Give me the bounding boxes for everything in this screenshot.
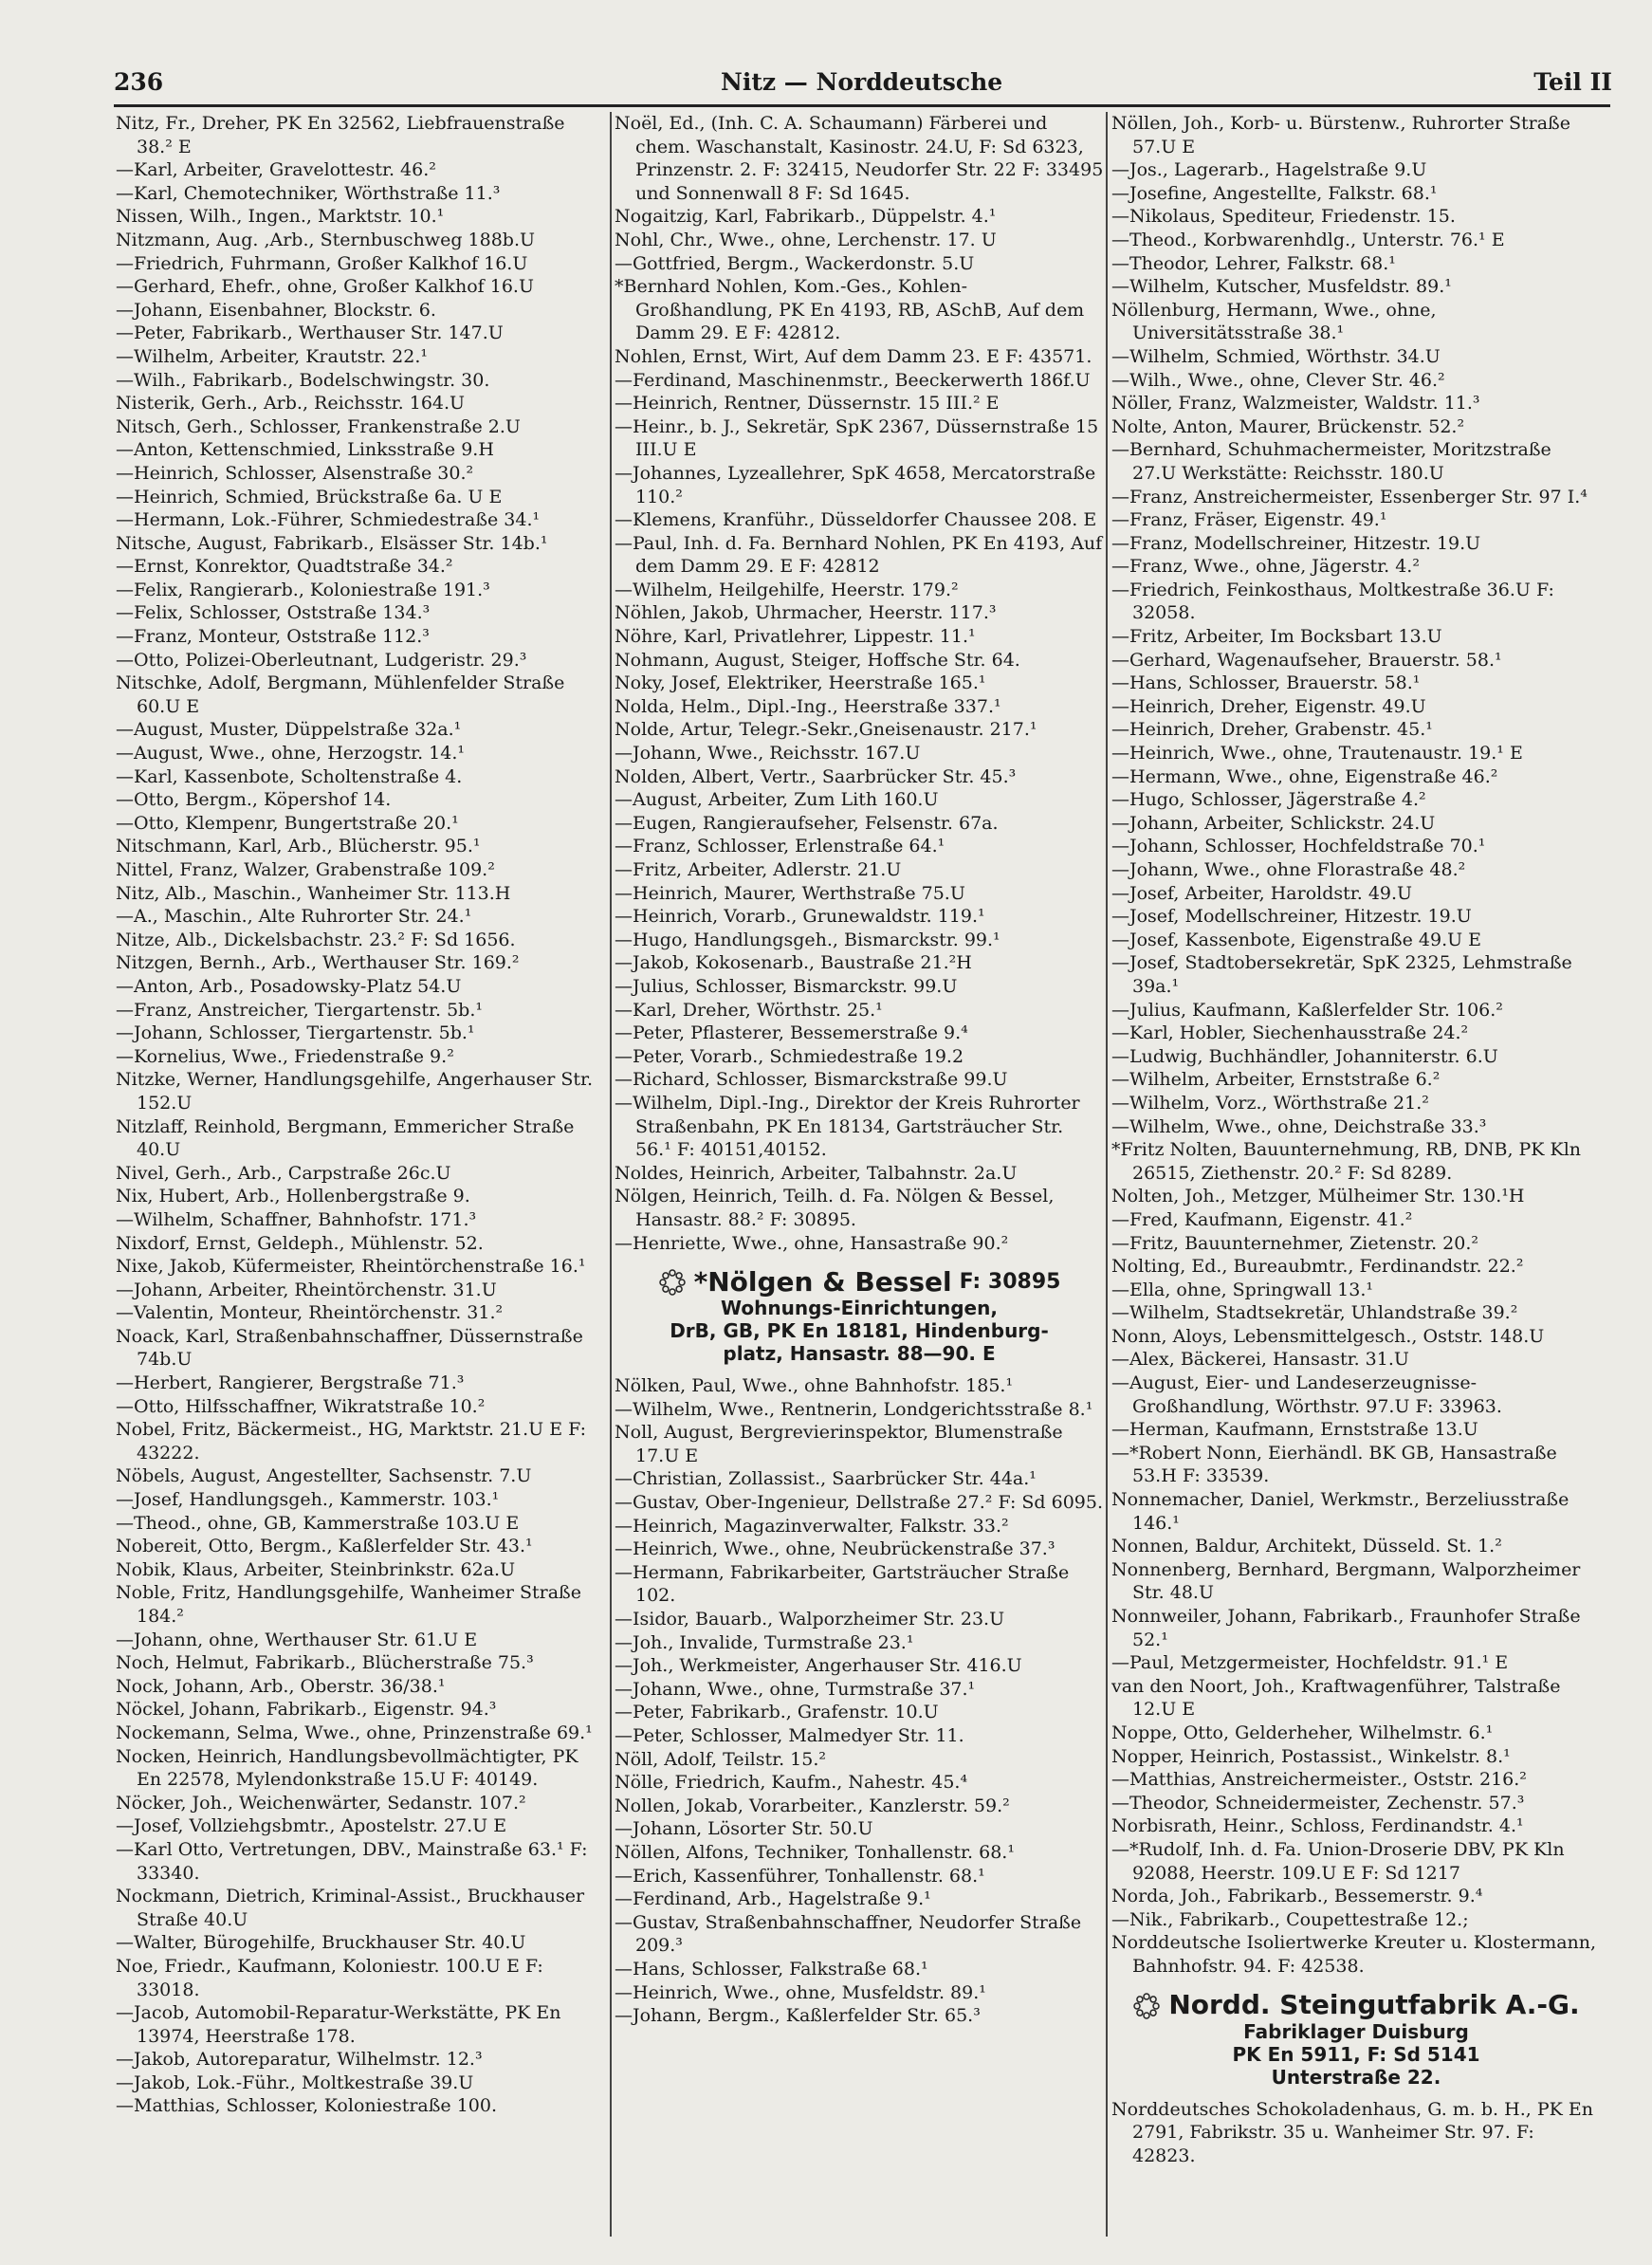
directory-entry: —Jos., Lagerarb., Hagelstraße 9.U: [1111, 159, 1427, 181]
directory-entry: Nöll, Adolf, Teilstr. 15.²: [615, 1748, 827, 1770]
directory-entry: Nöckel, Johann, Fabrikarb., Eigenstr. 94.³: [116, 1699, 497, 1721]
directory-entry: —Karl, Kassenbote, Scholtenstraße 4.: [116, 765, 463, 787]
firm-emblem-icon: [658, 1268, 687, 1297]
directory-entry: Nix, Hubert, Arb., Hollenbergstraße 9.: [116, 1186, 470, 1207]
directory-entry: Nixdorf, Ernst, Geldерh., Mühlenstr. 52.: [116, 1232, 484, 1254]
directory-entry: Nöller, Franz, Walzmeister, Waldstr. 11.³: [1111, 393, 1480, 414]
directory-entry: —Friedrich, Fuhrmann, Großer Kalkhof 16.U: [116, 252, 528, 274]
directory-entry: Nölgen, Heinrich, Teilh. d. Fa. Nölgen & Bessel, Hansastr. 88.² F: 30895.: [615, 1186, 1055, 1230]
directory-entry: —Friedrich, Feinkosthaus, Moltkestraße 36.U F: 32058.: [1111, 579, 1554, 624]
directory-entry: —Heinrich, Maurer, Werthstraße 75.U: [615, 882, 965, 904]
directory-entry: —Fritz, Arbeiter, Im Bocksbart 13.U: [1111, 626, 1442, 648]
directory-entry: Nöhre, Karl, Privatlehrer, Lippestr. 11.¹: [615, 626, 976, 648]
directory-entry: Nöbels, August, Angestellter, Sachsenstr. 7.U: [116, 1465, 532, 1487]
column-middle: [615, 112, 1104, 2028]
directory-entry: Nitze, Alb., Dickelsbachstr. 23.² F: Sd 1656.: [116, 929, 516, 950]
directory-entry: —Klemens, Kranführ., Düsseldorfer Chaussee 208. E: [615, 509, 1097, 531]
directory-entry: —Gustav, Straßenbahnschaffner, Neudorfer Straße 209.³: [615, 1911, 1082, 1957]
directory-entry: —Johann, Arbeiter, Schlickstr. 24.U: [1111, 812, 1436, 834]
directory-entry: Noe, Friedr., Kaufmann, Koloniestr. 100.U E F: 33018.: [116, 1955, 543, 2000]
directory-entry: —Johann, Arbeiter, Rheintörchenstr. 31.U: [116, 1279, 497, 1300]
directory-entry: —Herman, Kaufmann, Ernststraße 13.U: [1111, 1419, 1478, 1441]
directory-entry: —Kornelius, Wwe., Friedenstraße 9.²: [116, 1045, 454, 1067]
directory-entry: Nitzke, Werner, Handlungsgehilfe, Angerhauser Str. 152.U: [116, 1069, 594, 1114]
directory-entry: —August, Arbeiter, Zum Lith 160.U: [615, 789, 939, 811]
directory-entry: Nitzmann, Aug. ,Arb., Sternbuschweg 188b.U: [116, 229, 536, 250]
directory-entry: —Peter, Fabrikarb., Grafenstr. 10.U: [615, 1702, 939, 1723]
directory-entry: —Franz, Anstreicher, Tiergartenstr. 5b.¹: [116, 999, 483, 1021]
directory-entry: —Wilh., Wwe., ohne, Clever Str. 46.²: [1111, 369, 1445, 391]
directory-entry: Nockemann, Selma, Wwe., ohne, Prinzenstraße 69.¹: [116, 1722, 593, 1743]
directory-entry: —Jakob, Autoreparatur, Wilhelmstr. 12.³: [116, 2049, 483, 2071]
directory-entry: Nogaitzig, Karl, Fabrikarb., Düppelstr. 4.¹: [615, 206, 997, 228]
directory-entry: —Alex, Bäckerei, Hansastr. 31.U: [1111, 1349, 1409, 1371]
directory-entry: —Erich, Kassenführer, Tonhallenstr. 68.¹: [615, 1865, 985, 1887]
directory-entry: —Jacob, Automobil-Reparatur-Werkstätte, PK En 13974, Heerstraße 178.: [116, 2002, 561, 2047]
column-right: [1111, 112, 1601, 2167]
directory-entry: —Felix, Schlosser, Oststraße 134.³: [116, 602, 431, 624]
directory-entry: —Franz, Modellschreiner, Hitzestr. 19.U: [1111, 532, 1481, 554]
directory-entry: —Fritz, Bauunternehmer, Zietenstr. 20.²: [1111, 1232, 1479, 1254]
ad-line: DrB, GB, PK En 18181, Hindenburg-: [670, 1319, 1049, 1343]
directory-entry: *Bernhard Nohlen, Kom.-Ges., Kohlen-Großhandlung, PK En 4193, RB, ASchB, Auf dem Damm 29. E F: 42812.: [615, 276, 1085, 344]
directory-entry: —Wilhelm, Arbeiter, Ernststraße 6.²: [1111, 1069, 1441, 1091]
directory-entry: —Johann, ohne, Werthauser Str. 61.U E: [116, 1629, 478, 1650]
directory-entry: —Peter, Pflasterer, Bessemerstraße 9.⁴: [615, 1022, 968, 1044]
ad-firm-name: Nordd. Steingutfabrik A.-G.: [1168, 1989, 1580, 2021]
header-rule: [114, 104, 1610, 107]
directory-entry: —Henriette, Wwe., ohne, Hansastraße 90.²: [615, 1232, 1009, 1254]
directory-entry: Nockmann, Dietrich, Kriminal-Assist., Bruckhauser Straße 40.U: [116, 1886, 585, 1930]
directory-entry: Nohmann, August, Steiger, Hoffsche Str. 64.: [615, 649, 1020, 671]
directory-entry: Nitzgen, Bernh., Arb., Werthauser Str. 169.²: [116, 952, 520, 974]
directory-entry: —Richard, Schlosser, Bismarckstraße 99.U: [615, 1069, 1008, 1091]
directory-entry: —Heinrich, Magazinverwalter, Falkstr. 33.²: [615, 1515, 1009, 1537]
directory-entry: Nöcker, Joh., Weichenwärter, Sedanstr. 107.²: [116, 1792, 526, 1814]
directory-entry: —Eugen, Rangieraufseher, Felsenstr. 67a.: [615, 812, 999, 834]
directory-entry: Noldes, Heinrich, Arbeiter, Talbahnstr. 2a.U: [615, 1162, 1018, 1184]
directory-entry: Nolting, Ed., Bureaubmtr., Ferdinandstr. 22.²: [1111, 1256, 1524, 1278]
directory-entry: —Hugo, Handlungsgeh., Bismarckstr. 99.¹: [615, 929, 1000, 950]
directory-entry: —Theodor, Lehrer, Falkstr. 68.¹: [1111, 252, 1396, 274]
directory-entry: —Nikolaus, Spediteur, Friedenstr. 15.: [1111, 206, 1456, 228]
directory-entry: Nobereit, Otto, Bergm., Kaßlerfelder Str. 43.¹: [116, 1536, 533, 1557]
directory-entry: Nolden, Albert, Vertr., Saarbrücker Str. 45.³: [615, 765, 1017, 787]
directory-entry: —Josef, Modellschreiner, Hitzestr. 19.U: [1111, 906, 1472, 928]
directory-entry: Nolten, Joh., Metzger, Mülheimer Str. 130.¹H: [1111, 1186, 1525, 1207]
directory-entry: —Gerhard, Wagenaufseher, Brauerstr. 58.¹: [1111, 649, 1502, 671]
directory-entry: —Theod., ohne, GB, Kammerstraße 103.U E: [116, 1512, 520, 1534]
directory-entry: —Peter, Schlosser, Malmedyer Str. 11.: [615, 1725, 964, 1746]
ad-line: Wohnungs-Einrichtungen,: [721, 1297, 998, 1320]
directory-entry: —Franz, Monteur, Oststraße 112.³: [116, 626, 430, 648]
directory-entry: —Wilhelm, Kutscher, Musfeldstr. 89.¹: [1111, 276, 1452, 298]
directory-entry: —Johann, Schlosser, Hochfeldstraße 70.¹: [1111, 836, 1486, 857]
directory-entry: —Hans, Schlosser, Brauerstr. 58.¹: [1111, 672, 1421, 694]
directory-entry: Nollen, Jokab, Vorarbeiter., Kanzlerstr. 59.²: [615, 1795, 1010, 1816]
directory-entry: Noël, Ed., (Inh. C. A. Schaumann) Färberei und chem. Waschanstalt, Kasinostr. 24.U, F: Sd 6323, Prinzenstr. 2. F: 32415, Neudorfer Str. 22 F: 33495 und Sonnenwall 8 F: Sd 1645.: [615, 113, 1104, 204]
directory-entry: Nonnenberg, Bernhard, Bergmann, Walporzheimer Str. 48.U: [1111, 1558, 1581, 1604]
directory-entry: Nöhlen, Jakob, Uhrmacher, Heerstr. 117.³: [615, 602, 997, 624]
ad-firm-name: *Nölgen & Bessel: [693, 1265, 952, 1298]
directory-entry: —Johann, Eisenbahner, Blockstr. 6.: [116, 299, 436, 321]
directory-entry: —Franz, Anstreichermeister, Essenberger Str. 97 I.⁴: [1111, 486, 1588, 507]
directory-entry: —August, Eier- und Landeserzeugnisse-Großhandlung, Wörthstr. 97.U F: 33963.: [1111, 1372, 1502, 1417]
directory-entry: —Johannes, Lyzeallehrer, SpK 4658, Mercatorstraße 110.²: [615, 462, 1096, 507]
directory-entry: —Ferdinand, Arb., Hagelstraße 9.¹: [615, 1888, 931, 1910]
ad-line: Unterstraße 22.: [1271, 2065, 1441, 2089]
directory-entry: Nöllen, Joh., Korb- u. Bürstenw., Ruhrorter Straße 57.U E: [1111, 113, 1570, 157]
directory-entry: Nohl, Chr., Wwe., ohne, Lerchenstr. 17. U: [615, 229, 997, 250]
directory-entry: —Matthias, Schlosser, Koloniestraße 100.: [116, 2095, 498, 2117]
directory-entry: —Hans, Schlosser, Falkstraße 68.¹: [615, 1958, 928, 1980]
directory-entry: —Ferdinand, Maschinenmstr., Beeckerwerth 186f.U: [615, 369, 1091, 391]
directory-entry: Nölle, Friedrich, Kaufm., Nahestr. 45.⁴: [615, 1772, 968, 1794]
directory-entry: —Franz, Schlosser, Erlenstraße 64.¹: [615, 836, 945, 857]
directory-entry: —Heinrich, Rentner, Düssernstr. 15 III.² E: [615, 393, 1000, 414]
directory-entry: —Jakob, Kokosenarb., Baustraße 21.²H: [615, 952, 972, 974]
directory-entry: —Heinrich, Vorarb., Grunewaldstr. 119.¹: [615, 906, 985, 928]
directory-entry: —*Robert Nonn, Eierhändl. BK GB, Hansastraße 53.H F: 33539.: [1111, 1442, 1557, 1487]
directory-entry: —Hermann, Wwe., ohne, Eigenstraße 46.²: [1111, 765, 1498, 787]
directory-entry: —Johann, Wwe., Reichsstr. 167.U: [615, 743, 921, 764]
ad-firm-line: [1111, 1989, 1601, 2021]
directory-entry: Nopper, Heinrich, Postassist., Winkelstr. 8.¹: [1111, 1745, 1511, 1767]
directory-entry: —Wilhelm, Wwe., ohne, Deichstraße 33.³: [1111, 1115, 1487, 1137]
directory-entry: —Josef, Kassenbote, Eigenstraße 49.U E: [1111, 929, 1482, 950]
directory-entry: —Julius, Schlosser, Bismarckstr. 99.U: [615, 975, 958, 997]
advertisement-block: [1111, 1989, 1601, 2089]
directory-entry: —Nik., Fabrikarb., Coupettestraße 12.;: [1111, 1908, 1469, 1930]
directory-entry: —Wilh., Fabrikarb., Bodelschwingstr. 30.: [116, 369, 490, 391]
directory-entry: Noble, Fritz, Handlungsgehilfe, Wanheimer Straße 184.²: [116, 1582, 581, 1627]
directory-entry: —Theodor, Schneidermeister, Zechenstr. 57.³: [1111, 1792, 1525, 1814]
ad-line: platz, Hansastr. 88—90. E: [723, 1342, 996, 1366]
directory-entry: —Wilhelm, Stadtsekretär, Uhlandstraße 39.²: [1111, 1302, 1518, 1324]
directory-entry: —Hermann, Lok.-Führer, Schmiedestraße 34.¹: [116, 509, 541, 531]
directory-entry: —Franz, Fräser, Eigenstr. 49.¹: [1111, 509, 1387, 531]
directory-entry: —Joh., Invalide, Turmstraße 23.¹: [615, 1631, 914, 1653]
ad-line: Fabriklager Duisburg: [1243, 2019, 1469, 2043]
directory-entry: Noll, August, Bergrevierinspektor, Blumenstraße 17.U E: [615, 1422, 1063, 1466]
directory-entry: —Theod., Korbwarenhdlg., Unterstr. 76.¹ E: [1111, 229, 1505, 250]
directory-entry: —Johann, Wwe., ohne Florastraße 48.²: [1111, 859, 1466, 880]
directory-entry: —Johann, Bergm., Kaßlerfelder Str. 65.³: [615, 2005, 981, 2027]
firm-emblem-icon: [1132, 1992, 1161, 2020]
directory-entry: Nölken, Paul, Wwe., ohne Bahnhofstr. 185.¹: [615, 1375, 1014, 1397]
directory-entry: —Bernhard, Schuhmachermeister, Moritzstraße 27.U Werkstätte: Reichsstr. 180.U: [1111, 439, 1551, 484]
directory-entry: Nittel, Franz, Walzer, Grabenstraße 109.²: [116, 859, 495, 880]
ad-firm-line: [615, 1265, 1104, 1298]
directory-entry: Nonnemacher, Daniel, Werkmstr., Berzeliusstraße 146.¹: [1111, 1489, 1569, 1534]
directory-entry: —Wilhelm, Vorz., Wörthstraße 21.²: [1111, 1092, 1429, 1114]
directory-entry: —Isidor, Bauarb., Walporzheimer Str. 23.U: [615, 1609, 1005, 1630]
directory-entry: —Fred, Kaufmann, Eigenstr. 41.²: [1111, 1208, 1413, 1230]
directory-entry: —Heinrich, Schmied, Brückstraße 6a. U E: [116, 486, 503, 507]
directory-entry: —Heinrich, Dreher, Grabenstr. 45.¹: [1111, 719, 1433, 741]
directory-entry: —Hermann, Fabrikarbeiter, Gartsträucher Straße 102.: [615, 1561, 1070, 1607]
directory-entry: —Gerhard, Ehefr., ohne, Großer Kalkhof 16.U: [116, 276, 534, 298]
directory-entry: —Otto, Bergm., Köpershof 14.: [116, 789, 392, 811]
directory-entry: —Josef, Stadtobersekretär, SpK 2325, Lehmstraße 39a.¹: [1111, 952, 1572, 997]
directory-entry: Nobik, Klaus, Arbeiter, Steinbrinkstr. 62a.U: [116, 1558, 516, 1580]
directory-entry: Nobel, Fritz, Bäckermeist., HG, Marktstr. 21.U E F: 43222.: [116, 1419, 587, 1464]
directory-entry: Nitschke, Adolf, Bergmann, Mühlenfelder Straße 60.U E: [116, 672, 565, 717]
directory-entry: —Wilhelm, Schaffner, Bahnhofstr. 171.³: [116, 1208, 477, 1230]
directory-entry: Nivel, Gerh., Arb., Carpstraße 26c.U: [116, 1162, 451, 1184]
directory-entry: —Josef, Arbeiter, Haroldstr. 49.U: [1111, 882, 1413, 904]
directory-entry: —Anton, Kettenschmied, Linksstraße 9.H: [116, 439, 494, 461]
column-left: [116, 112, 605, 2118]
directory-entry: Nitsch, Gerh., Schlosser, Frankenstraße 2.U: [116, 415, 521, 437]
directory-entry: —Wilhelm, Dipl.-Ing., Direktor der Kreis Ruhrorter Straßenbahn, PK En 18134, Gartsträucher Str. 56.¹ F: 40151,40152.: [615, 1092, 1080, 1161]
directory-entry: —Franz, Wwe., ohne, Jägerstr. 4.²: [1111, 556, 1420, 578]
directory-entry: —Heinrich, Wwe., ohne, Trautenaustr. 19.¹ E: [1111, 743, 1523, 764]
directory-entry: —Otto, Polizei-Oberleutnant, Ludgeristr. 29.³: [116, 649, 527, 671]
directory-entry: —Karl, Hobler, Siechenhausstraße 24.²: [1111, 1022, 1469, 1044]
directory-entry: —Karl Otto, Vertretungen, DBV., Mainstraße 63.¹ F: 33340.: [116, 1838, 588, 1884]
directory-entry: —Valentin, Monteur, Rheintörchenstr. 31.²: [116, 1302, 504, 1324]
directory-entry: —Karl, Arbeiter, Gravelottestr. 46.²: [116, 159, 436, 181]
directory-entry: —Herbert, Rangierer, Bergstraße 71.³: [116, 1372, 465, 1394]
directory-entry: —Peter, Vorarb., Schmiedestraße 19.2: [615, 1045, 964, 1067]
directory-entry: Nolte, Anton, Maurer, Brückenstr. 52.²: [1111, 415, 1465, 437]
page-number: 236: [114, 68, 164, 96]
directory-entry: —Karl, Chemotechniker, Wörthstraße 11.³: [116, 182, 501, 204]
directory-entry: —Anton, Arb., Posadowsky-Platz 54.U: [116, 975, 462, 997]
page-header: [114, 68, 1612, 106]
directory-entry: van den Noort, Joh., Kraftwagenführer, Talstraße 12.U E: [1111, 1675, 1561, 1721]
directory-entry: —Gustav, Ober-Ingenieur, Dellstraße 27.² F: Sd 6095.: [615, 1492, 1104, 1514]
directory-entry: Nitz, Fr., Dreher, PK En 32562, Liebfrauenstraße 38.² E: [116, 113, 565, 157]
directory-entry: Nitz, Alb., Maschin., Wanheimer Str. 113.H: [116, 882, 511, 904]
directory-entry: Nitsche, August, Fabrikarb., Elsässer Str. 14b.¹: [116, 532, 548, 554]
directory-entry: —Felix, Rangierarb., Koloniestraße 191.³: [116, 579, 490, 600]
directory-entry: Nohlen, Ernst, Wirt, Auf dem Damm 23. E F: 43571.: [615, 345, 1092, 367]
directory-entry: —Heinrich, Wwe., ohne, Neubrückenstraße 37.³: [615, 1538, 1055, 1560]
directory-entry: —Johann, Lösorter Str. 50.U: [615, 1818, 873, 1840]
directory-entry: Nolda, Helm., Dipl.-Ing., Heerstraße 337.¹: [615, 695, 1001, 717]
directory-entry: —Wilhelm, Arbeiter, Krautstr. 22.¹: [116, 345, 429, 367]
directory-entry: Nisterik, Gerh., Arb., Reichsstr. 164.U: [116, 393, 466, 414]
directory-entry: —Wilhelm, Wwe., Rentnerin, Londgerichtsstraße 8.¹: [615, 1398, 1093, 1420]
directory-entry: Nixe, Jakob, Küfermeister, Rheintörchenstraße 16.¹: [116, 1256, 586, 1278]
directory-entry: —Peter, Fabrikarb., Werthauser Str. 147.U: [116, 322, 504, 344]
ad-phone: F: 30895: [959, 1269, 1061, 1294]
directory-entry: —Josef, Vollziehgsbmtr., Apostelstr. 27.U E: [116, 1815, 507, 1837]
directory-entry: Nolde, Artur, Telegr.-Sekr.,Gneisenaustr. 217.¹: [615, 719, 1037, 741]
directory-entry: Nonn, Aloys, Lebensmittelgesch., Oststr. 148.U: [1111, 1325, 1545, 1347]
directory-entry: Nock, Johann, Arb., Oberstr. 36/38.¹: [116, 1675, 446, 1697]
directory-entry: Nitschmann, Karl, Arb., Blücherstr. 95.¹: [116, 836, 481, 857]
directory-entry: —Gottfried, Bergm., Wackerdonstr. 5.U: [615, 252, 975, 274]
directory-entry: —Otto, Hilfsschaffner, Wikratstraße 10.²: [116, 1395, 486, 1417]
directory-entry: Noppe, Otto, Gelderheher, Wilhelmstr. 6.¹: [1111, 1722, 1494, 1743]
directory-entry: —Josefine, Angestellte, Falkstr. 68.¹: [1111, 182, 1438, 204]
directory-entry: —Karl, Dreher, Wörthstr. 25.¹: [615, 999, 883, 1021]
directory-entry: —Josef, Handlungsgeh., Kammerstr. 103.¹: [116, 1489, 500, 1511]
directory-entry: Nissen, Wilh., Ingen., Marktstr. 10.¹: [116, 206, 445, 228]
column-divider: [610, 112, 612, 2237]
directory-entry: Norbisrath, Heinr., Schloss, Ferdinandstr. 4.¹: [1111, 1815, 1524, 1837]
directory-entry: Noky, Josef, Elektriker, Heerstraße 165.¹: [615, 672, 986, 694]
directory-entry: —Joh., Werkmeister, Angerhauser Str. 416.U: [615, 1655, 1022, 1677]
column-divider: [1106, 112, 1108, 2237]
directory-entry: —Ella, ohne, Springwall 13.¹: [1111, 1279, 1374, 1300]
directory-entry: —Ernst, Konrektor, Quadtstraße 34.²: [116, 556, 453, 578]
directory-entry: Nonnweiler, Johann, Fabrikarb., Fraunhofer Straße 52.¹: [1111, 1606, 1581, 1650]
directory-entry: —A., Maschin., Alte Ruhrorter Str. 24.¹: [116, 906, 472, 928]
directory-entry: —*Rudolf, Inh. d. Fa. Union-Droserie DBV, PK Kln 92088, Heerstr. 109.U E F: Sd 1217: [1111, 1838, 1565, 1884]
directory-entry: —Heinrich, Schlosser, Alsenstraße 30.²: [116, 462, 474, 484]
directory-entry: Norddeutsches Schokoladenhaus, G. m. b. H., PK En 2791, Fabrikstr. 35 u. Wanheimer Str. 97. F: 42823.: [1111, 2098, 1593, 2166]
directory-entry: —Otto, Klempenr, Bungertstraße 20.¹: [116, 812, 459, 834]
directory-entry: *Fritz Nolten, Bauunternehmung, RB, DNB, PK Kln 26515, Ziethenstr. 20.² F: Sd 8289.: [1111, 1139, 1582, 1184]
ad-line: PK En 5911, F: Sd 5141: [1232, 2042, 1480, 2066]
directory-entry: —Wilhelm, Heilgehilfe, Heerstr. 179.²: [615, 579, 959, 600]
directory-entry: —Johann, Wwe., ohne, Turmstraße 37.¹: [615, 1678, 976, 1700]
directory-entry: —Matthias, Anstreichermeister., Oststr. 216.²: [1111, 1769, 1527, 1791]
directory-entry: Norddeutsche Isoliertwerke Kreuter u. Klostermann, Bahnhofstr. 94. F: 42538.: [1111, 1932, 1597, 1977]
part-label: Teil II: [1533, 68, 1612, 96]
directory-entry: —Ludwig, Buchhändler, Johanniterstr. 6.U: [1111, 1045, 1498, 1067]
directory-entry: —August, Wwe., ohne, Herzogstr. 14.¹: [116, 743, 466, 764]
directory-entry: —Julius, Kaufmann, Kaßlerfelder Str. 106.²: [1111, 999, 1503, 1021]
directory-entry: —Fritz, Arbeiter, Adlerstr. 21.U: [615, 859, 902, 880]
directory-entry: —Johann, Schlosser, Tiergartenstr. 5b.¹: [116, 1022, 475, 1044]
directory-entry: Nöllen, Alfons, Techniker, Tonhallenstr. 68.¹: [615, 1841, 1015, 1863]
directory-entry: —August, Muster, Düppelstraße 32a.¹: [116, 719, 462, 741]
directory-entry: Noch, Helmut, Fabrikarb., Blücherstraße 75.³: [116, 1652, 534, 1674]
directory-entry: —Heinrich, Dreher, Eigenstr. 49.U: [1111, 695, 1426, 717]
directory-entry: Noack, Karl, Straßenbahnschaffner, Düssernstraße 74b.U: [116, 1325, 583, 1371]
directory-entry: —Heinrich, Wwe., ohne, Musfeldstr. 89.¹: [615, 1981, 986, 2003]
advertisement-block: [615, 1265, 1104, 1366]
directory-entry: —Paul, Inh. d. Fa. Bernhard Nohlen, PK En 4193, Auf dem Damm 29. E F: 42812: [615, 532, 1103, 578]
directory-entry: —Paul, Metzgermeister, Hochfeldstr. 91.¹ E: [1111, 1652, 1509, 1674]
directory-entry: —Hugo, Schlosser, Jägerstraße 4.²: [1111, 789, 1426, 811]
directory-entry: —Walter, Bürogehilfe, Bruckhauser Str. 40.U: [116, 1932, 526, 1954]
directory-entry: —Heinr., b. J., Sekretär, SpK 2367, Düssernstraße 15 III.U E: [615, 415, 1099, 461]
running-head: Nitz — Norddeutsche: [721, 68, 1003, 96]
directory-entry: —Jakob, Lok.-Führ., Moltkestraße 39.U: [116, 2072, 474, 2093]
directory-entry: Nonnen, Baldur, Architekt, Düsseld. St. 1.²: [1111, 1536, 1502, 1557]
directory-entry: Nocken, Heinrich, Handlungsbevollmächtigter, PK En 22578, Mylendonkstraße 15.U F: 40149.: [116, 1745, 578, 1791]
directory-entry: Norda, Joh., Fabrikarb., Bessemerstr. 9.⁴: [1111, 1886, 1483, 1907]
directory-entry: Nöllenburg, Hermann, Wwe., ohne, Universitätsstraße 38.¹: [1111, 299, 1437, 344]
directory-entry: Nitzlaff, Reinhold, Bergmann, Emmericher Straße 40.U: [116, 1115, 575, 1161]
directory-entry: —Christian, Zollassist., Saarbrücker Str. 44a.¹: [615, 1468, 1037, 1490]
directory-entry: —Wilhelm, Schmied, Wörthstr. 34.U: [1111, 345, 1441, 367]
